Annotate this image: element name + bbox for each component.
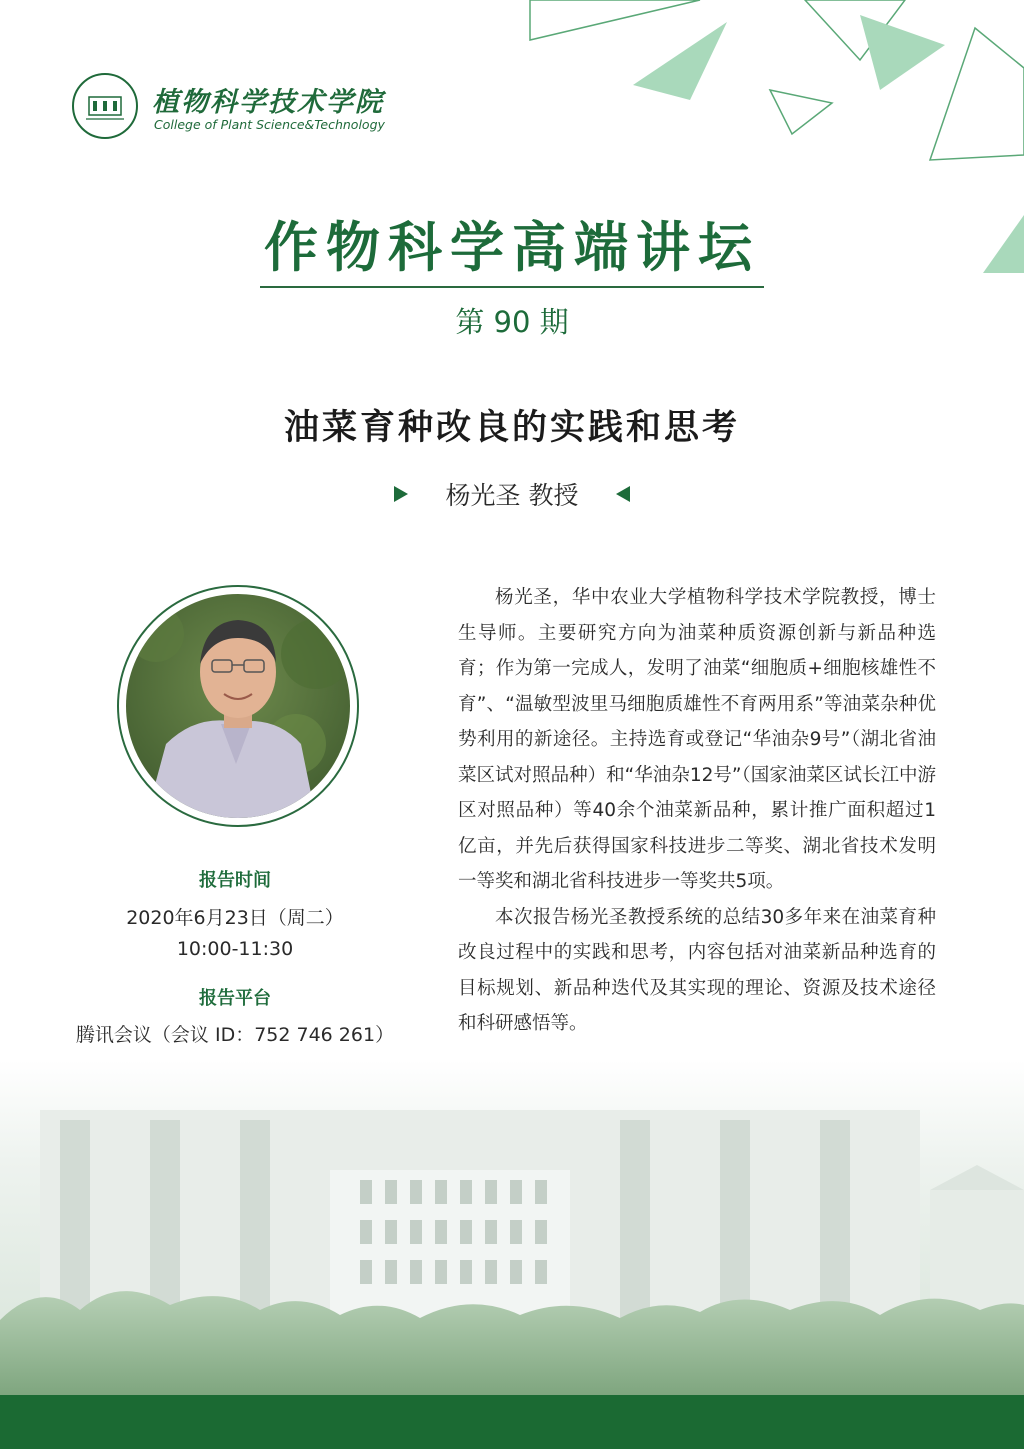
title-divider: [260, 286, 764, 288]
bio-paragraph-2: 本次报告杨光圣教授系统的总结30多年来在油菜育种改良过程中的实践和思考，内容包括对油菜新品种选育的目标规划、新品种迭代及其实现的理论、资源及技术途径和科研感悟等。: [458, 906, 936, 1034]
speaker-name: 杨光圣 教授: [445, 481, 579, 510]
report-platform: 腾讯会议（会议 ID：752 746 261）: [75, 1024, 395, 1046]
speaker-row: [0, 474, 1024, 514]
triangle-left-icon: [616, 486, 630, 502]
bottom-bar: [0, 1395, 1024, 1449]
campus-background: [0, 1060, 1024, 1395]
college-name-cn: 植物科学技术学院: [152, 87, 384, 118]
speaker-bio: [458, 580, 936, 1042]
bio-paragraph-1: 杨光圣，华中农业大学植物科学技术学院教授，博士生导师。主要研究方向为油菜种质资源创新与新品种选育；作为第一完成人，发明了油菜“细胞质+细胞核雄性不育”、“温敏型波里马细胞质雄性不育两用系”等油菜杂种优势利用的新途径。主持选育或登记“华油杂9号”（湖北省油菜区试对照品种）和“华油杂12号”（国家油菜区试长江中游区对照品种）等40余个油菜新品种，累计推广面积超过1亿亩，并先后获得国家科技进步二等奖、湖北省技术发明一等奖和湖北省科技进步一等奖共5项。: [458, 587, 936, 892]
speaker-photo: [126, 594, 350, 818]
report-date: 2020年6月23日（周二）: [126, 907, 344, 929]
college-emblem-icon: [72, 73, 138, 139]
report-platform-label: 报告平台: [199, 988, 271, 1009]
triangle-right-icon: [394, 486, 408, 502]
forum-title: 作物科学高端讲坛: [264, 215, 760, 279]
college-name-en: College of Plant Science&Technology: [154, 117, 385, 132]
issue-number: 第 90 期: [455, 305, 569, 339]
report-time-label: 报告时间: [199, 870, 271, 891]
talk-title: 油菜育种改良的实践和思考: [283, 407, 740, 448]
report-time: 10:00-11:30: [176, 938, 294, 960]
